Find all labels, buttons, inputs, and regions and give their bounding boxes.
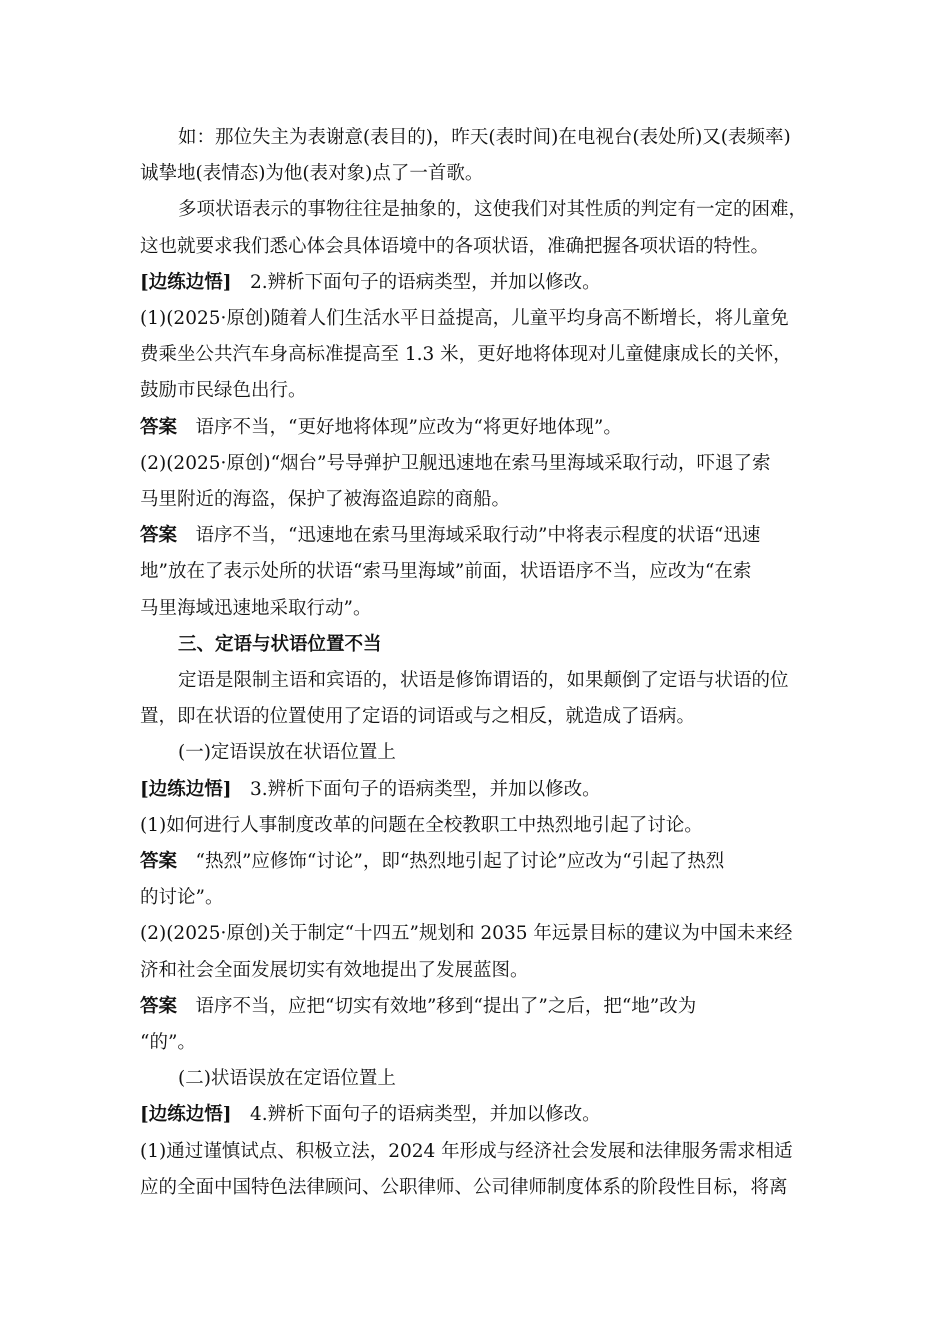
text-line — [140, 808, 703, 844]
line-text: 置，即在状语的位置使用了定语的词语或与之相反，就造成了语病。 — [140, 706, 696, 728]
line-text: 费乘坐公共汽车身高标准提高至 1.3 米，更好地将体现对儿童健康成长的关怀， — [140, 344, 792, 366]
line-text: 马里附近的海盗，保护了被海盗追踪的商船。 — [140, 489, 511, 510]
line-text: (1)如何进行人事制度改革的问题在全校教职工中热烈地引起了讨论。 — [140, 814, 703, 836]
text-line — [140, 373, 307, 409]
line-text: (1)通过谨慎试点、积极立法，2024 年形成与经济社会发展和法律服务需求相适 — [140, 1140, 793, 1162]
line-text: 马里海域迅速地采取行动”。 — [140, 597, 372, 619]
line-text: (一)定语误放在状语位置上 — [178, 742, 396, 764]
line-text: 三、定语与状语位置不当 — [178, 633, 382, 655]
text-line — [178, 120, 791, 156]
text-line — [140, 699, 695, 735]
line-text: 3.辨析下面句子的语病类型，并加以修改。 — [231, 778, 601, 800]
text-line — [140, 1170, 788, 1206]
text-line — [140, 518, 760, 554]
text-line — [178, 735, 396, 771]
line-text: 的讨论”。 — [140, 887, 224, 909]
line-text: 诚挚地(表情态)为他(表对象)点了一首歌。 — [140, 163, 484, 185]
text-line — [140, 1025, 196, 1061]
text-line — [140, 554, 751, 590]
line-tag: 答案 — [140, 525, 178, 547]
line-text: 2.辨析下面句子的语病类型，并加以修改。 — [231, 271, 601, 293]
line-text: (2)(2025·原创)“烟台”号导弹护卫舰迅速地在索马里海域采取行动，吓退了索 — [140, 452, 771, 474]
text-line — [140, 265, 601, 301]
line-text: 4.辨析下面句子的语病类型，并加以修改。 — [231, 1104, 601, 1126]
line-text: (2)(2025·原创)关于制定“十四五”规划和 2035 年远景目标的建议为中国未来经 — [140, 923, 793, 945]
line-text: 语序不当，应把“切实有效地”移到“提出了”之后，把“地”改为 — [177, 995, 697, 1017]
line-text: (二)状语误放在定语位置上 — [178, 1068, 396, 1090]
text-line — [140, 1134, 793, 1170]
line-tag: 答案 — [140, 851, 178, 872]
line-text: 地”放在了表示处所的状语“索马里海域”前面，状语语序不当，应改为“在索 — [140, 561, 752, 583]
line-tag: [边练边悟] — [140, 1104, 232, 1126]
text-line — [178, 192, 807, 228]
line-tag: 答案 — [140, 995, 178, 1017]
text-line — [140, 591, 371, 627]
line-text: 如：那位失主为表谢意(表目的)，昨天(表时间)在电视台(表处所)又(表频率) — [178, 127, 791, 148]
text-line — [140, 989, 696, 1025]
text-line — [140, 1097, 601, 1133]
line-text: 多项状语表示的事物往往是抽象的，这使我们对其性质的判定有一定的困难， — [178, 199, 808, 221]
text-line — [140, 229, 769, 265]
line-text: 定语是限制主语和宾语的，状语是修饰谓语的，如果颠倒了定语与状语的位 — [178, 670, 789, 691]
text-line — [140, 880, 223, 916]
line-text: 济和社会全面发展切实有效地提出了发展蓝图。 — [140, 959, 529, 981]
text-line — [178, 627, 382, 663]
line-text: 应的全面中国特色法律顾问、公职律师、公司律师制度体系的阶段性目标，将离 — [140, 1176, 788, 1198]
line-text: (1)(2025·原创)随着人们生活水平日益提高，儿童平均身高不断增长，将儿童免 — [140, 308, 789, 329]
line-text: 语序不当，“迅速地在索马里海域采取行动”中将表示程度的状语“迅速 — [177, 525, 761, 547]
line-text: 这也就要求我们悉心体会具体语境中的各项状语，准确把握各项状语的特性。 — [140, 235, 770, 257]
text-line — [140, 410, 622, 446]
text-line — [140, 337, 792, 373]
text-line — [140, 156, 483, 192]
line-text: 鼓励市民绿色出行。 — [140, 380, 307, 402]
line-tag: 答案 — [140, 416, 178, 438]
line-tag: [边练边悟] — [140, 271, 232, 293]
text-line — [140, 446, 771, 482]
text-line — [140, 482, 510, 518]
line-text: 语序不当，“更好地将体现”应改为“将更好地体现”。 — [177, 416, 622, 438]
line-tag: [边练边悟] — [140, 778, 232, 800]
text-line — [140, 844, 724, 880]
text-line — [178, 663, 789, 699]
text-line — [140, 772, 601, 808]
line-text: “的”。 — [140, 1032, 196, 1053]
text-line — [140, 301, 789, 337]
text-line — [178, 1061, 396, 1097]
text-line — [140, 916, 792, 952]
line-text: “热烈”应修饰“讨论”，即“热烈地引起了讨论”应改为“引起了热烈 — [177, 851, 725, 872]
text-line — [140, 953, 529, 989]
